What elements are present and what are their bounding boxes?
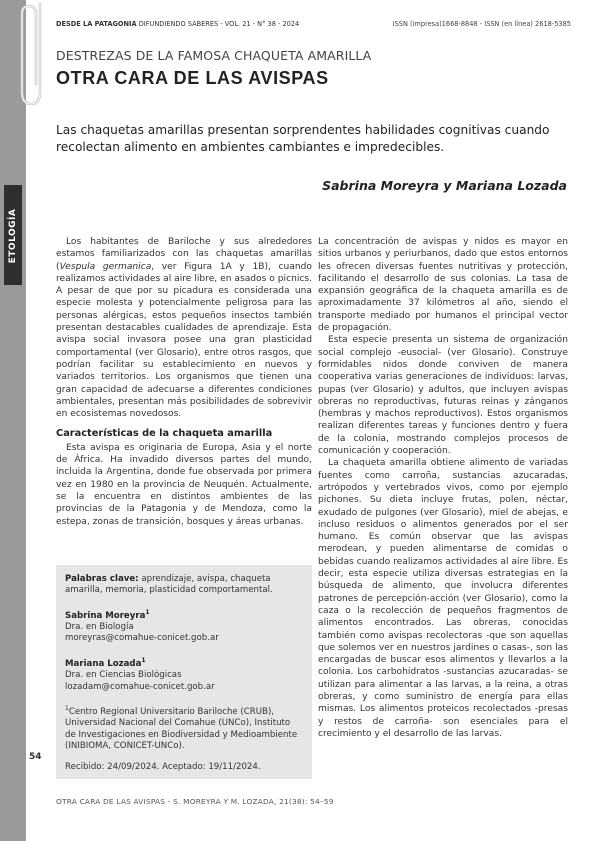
species-name: Vespula germanica (59, 261, 152, 272)
running-footer: OTRA CARA DE LAS AVISPAS - S. MOREYRA Y M. LOZADA, 21(38): 54–59 (56, 797, 334, 806)
body-column-right (318, 236, 568, 740)
author-email[interactable]: moreyras@comahue-conicet.gob.ar (65, 633, 219, 644)
author-info: Sabrina Moreyra$^1$ Dra. en Biología moreyras@comahue-conicet.gob.ar (65, 607, 303, 645)
paragraph: Los habitantes de Bariloche y sus alrededores estamos familiarizados con las chaquetas amarillas (Vespula germanica, ver Figura 1A y 1B), cuando realizamos actividades al aire libre, en asados o picnics. A pesar de que por su picadura es considerada una especie molesta y potencialmente peligrosa para las personas alérgicas, estos pequeños insectos también presentan destacables cualidades de aprendizaje. Esta avispa social invasora posee una gran plasticidad comportamental (ver Glosario), entre otros rasgos, que podrían facilitar su establecimiento en nuevos y variados territorios. Los organismos que tienen una gran capacidad de adecuarse a diferentes condiciones ambientales, presentan más posibilidades de sobrevivir en ecosistemas novedosos. (56, 237, 312, 420)
paragraph: La concentración de avispas y nidos es mayor en sitios urbanos y periurbanos, dado que estos entornos les ofrecen diversas fuentes nutritivas y protección, facilitando el desarrollo de sus colonias. La tasa de expansión geográfica de la chaqueta amarilla es de aproximadamente 37 kilómetros al año, siendo el transporte mediado por humanos el principal vector de propagación. (318, 237, 568, 334)
paperclip-icon (18, 0, 54, 110)
page-number: 54 (29, 752, 42, 762)
author-info: Mariana Lozada$^1$ Dra. en Ciencias Biológicas lozadam@comahue-conicet.gob.ar (65, 655, 303, 693)
article-kicker: DESTREZAS DE LA FAMOSA CHAQUETA AMARILLA (56, 48, 372, 63)
affiliation: $^1$Centro Regional Universitario Bariloche (CRUB), Universidad Nacional del Comahue (UNCo), Instituto de Investigaciones en Biodiversidad y Medioambiente (INIBIOMA, CONICET-UNCo). (65, 704, 298, 752)
paragraph: Esta especie presenta un sistema de organización social complejo -eusocial- (ver Glosario). Construye formidables nidos donde conviven de manera cooperativa varias generaciones de individuos: larvas, pupas (ver Glosario) y adultos, que incluyen avispas obreras no reproductivas, futuras reinas y zánganos (hembras y machos reproductivos). Estos organismos realizan diferentes tareas y funciones dentro y fuera de la colonia, mostrando complejos procesos de comunicación y cooperación. (318, 335, 568, 457)
article-title: OTRA CARA DE LAS AVISPAS (56, 68, 329, 88)
journal-volume: DIFUNDIENDO SABERES - VOL. 21 - N° 38 - 2024 (136, 20, 300, 28)
keywords: Palabras clave: aprendizaje, avispa, chaqueta amarilla, memoria, plasticidad comportamental. (65, 574, 273, 596)
paragraph: Esta avispa es originaria de Europa, Asia y el norte de África. Ha invadido diversos partes del mundo, incluida la Argentina, donde fue observada por primera vez en 1980 en la provincia de Neuquén. Actualmente, se la encuentra en distintos ambientes de las provincias de la Patagonia y de Mendoza, como la estepa, zonas de transición, bosques y áreas urbanas. (56, 442, 312, 527)
received-dates: Recibido: 24/09/2024. Aceptado: 19/11/2024. (65, 762, 261, 773)
paragraph: La chaqueta amarilla obtiene alimento de variadas fuentes como carroña, sustancias azucaradas, artrópodos y vertebrados vivos, como por ejemplo pichones. Su dieta incluye frutas, polen, néctar, exudado de pulgones (ver Glosario), miel de abejas, e incluso residuos o alimentos generados por el ser humano. Es común observar que las avispas merodean, y pueden alimentarse de comidas o bebidas cuando realizamos actividades al aire libre. Es decir, esta especie utiliza diversas estrategias en la búsqueda de alimento, que involucra diferentes patrones de percepción-acción (ver Glosario), como la caza o la recolección de pequeños fragmentos de alimentos encontrados. Las obreras, conocidas también como avispas recolectoras -que son aquellas que solemos ver en nuestros jardines o casas-, son las encargadas de buscar esos alimentos y llevarlos a la colonia. Los carbohidratos -sustancias azucaradas- se utilizan para alimentar a las larvas, a la reina, a otras obreras, y como suministro de energía para ellas mismas. Los alimentos proteicos recolectados -presas y restos de carroña- son esenciales para el crecimiento y el desarrollo de las larvas. (318, 458, 568, 739)
journal-name: DESDE LA PATAGONIA (56, 20, 137, 28)
author-email[interactable]: lozadam@comahue-conicet.gob.ar (65, 681, 215, 692)
body-column-left (56, 236, 312, 528)
running-header (56, 20, 571, 32)
section-label: ETOLOGÍA (8, 208, 18, 264)
issn: ISSN (impresa)1668-8848 - ISSN (en línea) 2618-5385 (392, 20, 571, 28)
info-box (56, 565, 312, 779)
journal-line (56, 20, 299, 28)
article-subtitle: Las chaquetas amarillas presentan sorprendentes habilidades cognitivas cuando recolectan alimento en ambientes cambiantes e impredecibles. (56, 123, 550, 154)
sidebar-bar (0, 0, 26, 841)
section-heading: Características de la chaqueta amarilla (56, 428, 273, 440)
article-authors: Sabrina Moreyra y Mariana Lozada (322, 178, 567, 193)
